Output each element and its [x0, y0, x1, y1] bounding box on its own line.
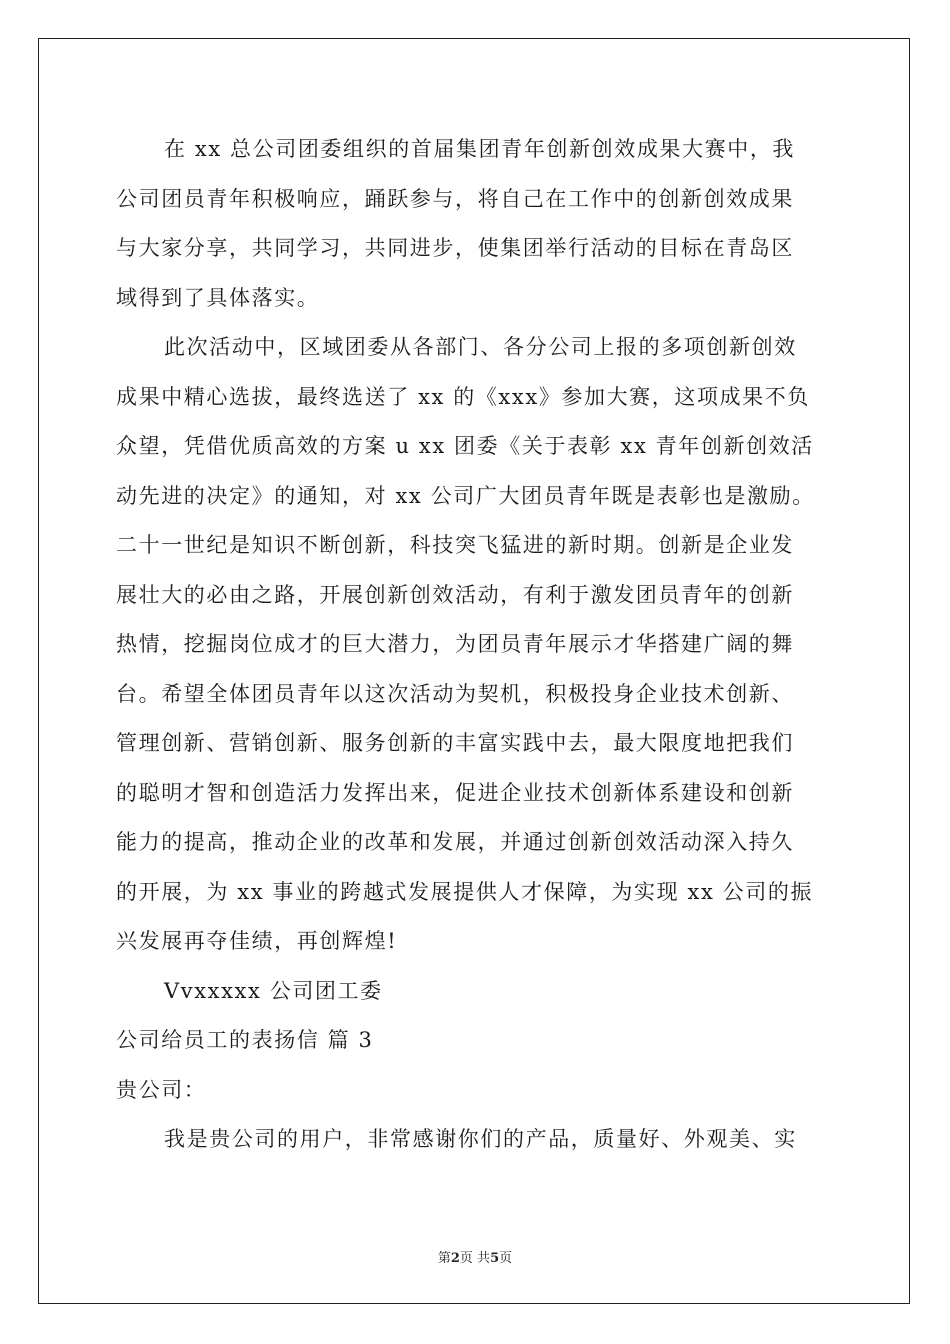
- paragraph-line: 二十一世纪是知识不断创新，科技突飞猛进的新时期。创新是企业发: [116, 533, 794, 557]
- paragraph-line: 台。希望全体团员青年以这次活动为契机，积极投身企业技术创新、: [116, 681, 794, 706]
- paragraph-line: 展壮大的必由之路，开展创新创效活动，有利于激发团员青年的创新: [116, 582, 794, 607]
- signature-line: Vvxxxxx 公司团工委: [164, 978, 383, 1003]
- page-suffix: 页: [499, 1251, 513, 1266]
- section-heading: 公司给员工的表扬信 篇 3: [116, 1028, 374, 1052]
- paragraph-line: 兴发展再夺佳绩，再创辉煌!: [116, 929, 398, 953]
- page-total: 5: [490, 1251, 500, 1266]
- paragraph-line: 热情，挖掘岗位成才的巨大潜力，为团员青年展示才华搭建广阔的舞: [116, 632, 794, 656]
- paragraph-line: 域得到了具体落实。: [116, 285, 320, 310]
- page-middle: 页 共: [459, 1251, 491, 1266]
- paragraph-line: 的聪明才智和创造活力发挥出来，促进企业技术创新体系建设和创新: [116, 780, 794, 805]
- paragraph-line: 成果中精心选拔，最终选送了 xx 的《xxx》参加大赛，这项成果不负: [116, 384, 810, 409]
- paragraph-line: 众望，凭借优质高效的方案 u xx 团委《关于表彰 xx 青年创新创效活: [116, 434, 814, 458]
- paragraph-line: 的开展，为 xx 事业的跨越式发展提供人才保障，为实现 xx 公司的振: [116, 879, 814, 904]
- paragraph-line: 此次活动中，区域团委从各部门、各分公司上报的多项创新创效: [164, 335, 797, 359]
- paragraph-line: 我是贵公司的用户，非常感谢你们的产品，质量好、外观美、实: [164, 1127, 797, 1151]
- page-current: 2: [450, 1251, 460, 1266]
- paragraph-line: 与大家分享，共同学习，共同进步，使集团举行活动的目标在青岛区: [116, 236, 794, 260]
- paragraph-line: 能力的提高，推动企业的改革和发展，并通过创新创效活动深入持久: [116, 830, 794, 854]
- paragraph-line: 管理创新、营销创新、服务创新的丰富实践中去，最大限度地把我们: [116, 731, 794, 755]
- page-prefix: 第: [437, 1251, 451, 1266]
- page-footer: [0, 1247, 950, 1266]
- paragraph-line: 在 xx 总公司团委组织的首届集团青年创新创效成果大赛中，我: [164, 137, 796, 161]
- document-body: [116, 131, 841, 1171]
- paragraph-line: 动先进的决定》的通知，对 xx 公司广大团员青年既是表彰也是激励。: [116, 483, 815, 508]
- salutation: 贵公司：: [116, 1077, 207, 1102]
- paragraph-line: 公司团员青年积极响应，踊跃参与，将自己在工作中的创新创效成果: [116, 186, 794, 211]
